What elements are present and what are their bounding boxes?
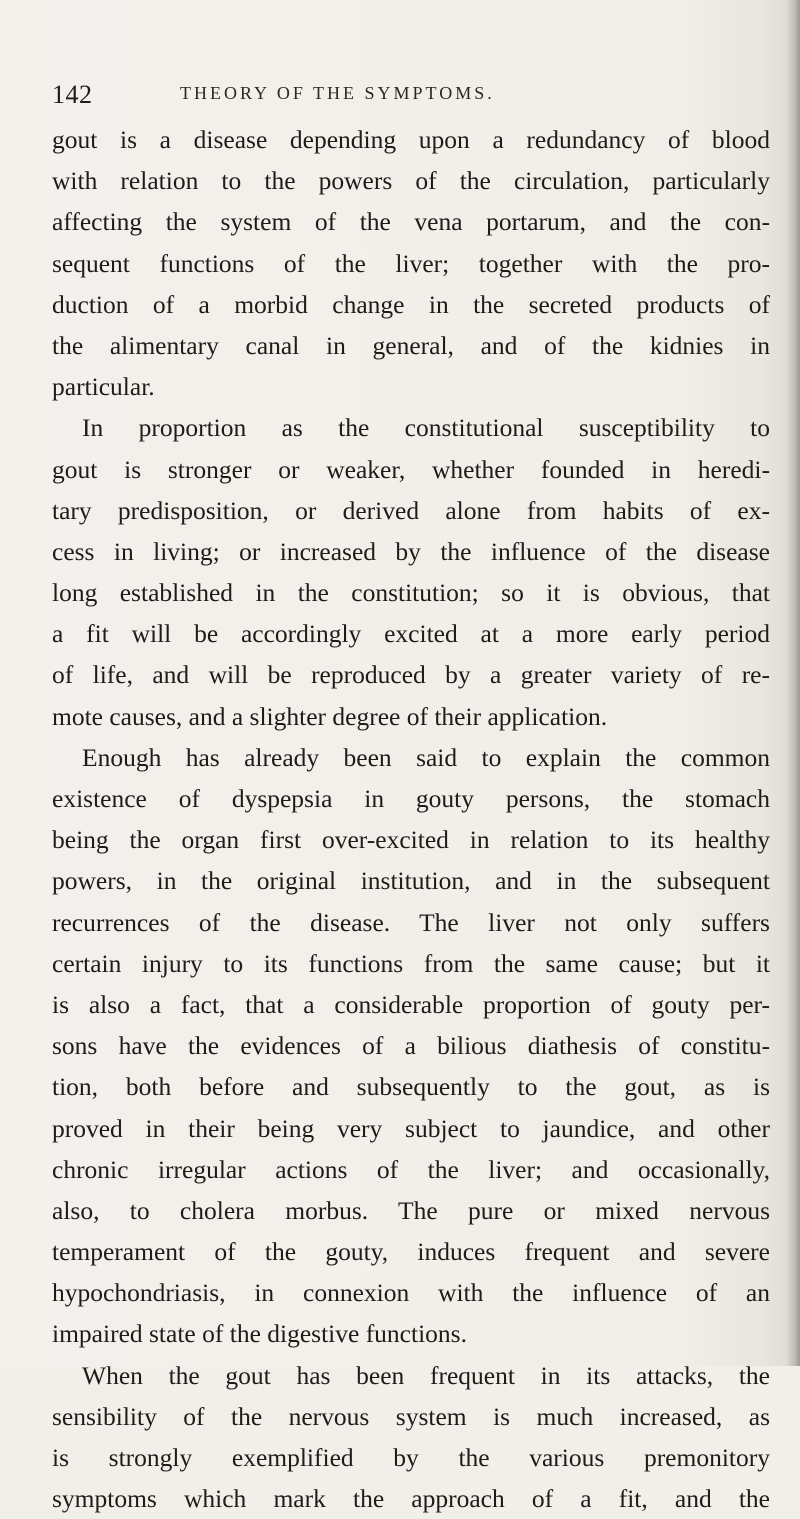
text-line: Enough has already been said to explain the common xyxy=(82,742,770,772)
text-line: sequent functions of the liver; together with the pro- xyxy=(52,248,770,278)
text-line: powers, in the original institution, and in the subsequent xyxy=(52,866,770,896)
text-line: tion, both before and subsequently to the gout, as is xyxy=(52,1072,770,1102)
text-line: tary predisposition, or derived alone from habits of ex- xyxy=(52,495,770,525)
text-line: being the organ first over-excited in relation to its healthy xyxy=(52,825,770,855)
text-line: proved in their being very subject to jaundice, and other xyxy=(52,1113,770,1143)
text-line: hypochondriasis, in connexion with the influence of an xyxy=(52,1278,770,1308)
text-line: a fit will be accordingly excited at a more early period xyxy=(52,619,770,649)
text-line: sensibility of the nervous system is much increased, as xyxy=(52,1401,770,1431)
text-line: is strongly exemplified by the various premonitory xyxy=(52,1443,770,1472)
text-line: impaired state of the digestive functions. xyxy=(52,1319,467,1349)
text-line: temperament of the gouty, induces frequent and severe xyxy=(52,1237,770,1267)
body-text xyxy=(52,119,770,1519)
page-edge-shadow xyxy=(786,0,800,1366)
text-line: affecting the system of the vena portarum, and the con- xyxy=(52,207,770,237)
text-line: In proportion as the constitutional susceptibility to xyxy=(82,413,770,443)
text-line: gout is a disease depending upon a redundancy of blood xyxy=(52,125,770,154)
text-line: with relation to the powers of the circulation, particularly xyxy=(52,166,770,196)
text-line: long established in the constitution; so it is obvious, that xyxy=(52,578,770,608)
text-line: sons have the evidences of a bilious diathesis of constitu- xyxy=(52,1031,770,1061)
text-line: mote causes, and a slighter degree of their application. xyxy=(52,701,608,731)
text-line: chronic irregular actions of the liver; and occasionally, xyxy=(52,1154,770,1184)
page-number: 142 xyxy=(52,80,93,109)
text-line: symptoms which mark the approach of a fit, and the xyxy=(52,1484,770,1514)
text-line: existence of dyspepsia in gouty persons, the stomach xyxy=(52,784,770,813)
text-line: is also a fact, that a considerable proportion of gouty per- xyxy=(52,989,770,1019)
text-line: also, to cholera morbus. The pure or mixed nervous xyxy=(52,1195,770,1225)
text-line: certain injury to its functions from the same cause; but it xyxy=(52,948,770,978)
text-line: the alimentary canal in general, and of the kidnies in xyxy=(52,330,770,360)
text-line: cess in living; or increased by the influence of the disease xyxy=(52,536,770,566)
text-line: When the gout has been frequent in its attacks, the xyxy=(82,1360,770,1390)
text-line: particular. xyxy=(52,372,155,402)
running-head: THEORY OF THE SYMPTOMS. xyxy=(180,83,495,103)
text-line: duction of a morbid change in the secreted products of xyxy=(52,289,770,319)
text-line: gout is stronger or weaker, whether founded in heredi- xyxy=(52,454,770,484)
text-line: recurrences of the disease. The liver not only suffers xyxy=(52,907,770,937)
text-line: of life, and will be reproduced by a greater variety of re- xyxy=(52,660,770,690)
